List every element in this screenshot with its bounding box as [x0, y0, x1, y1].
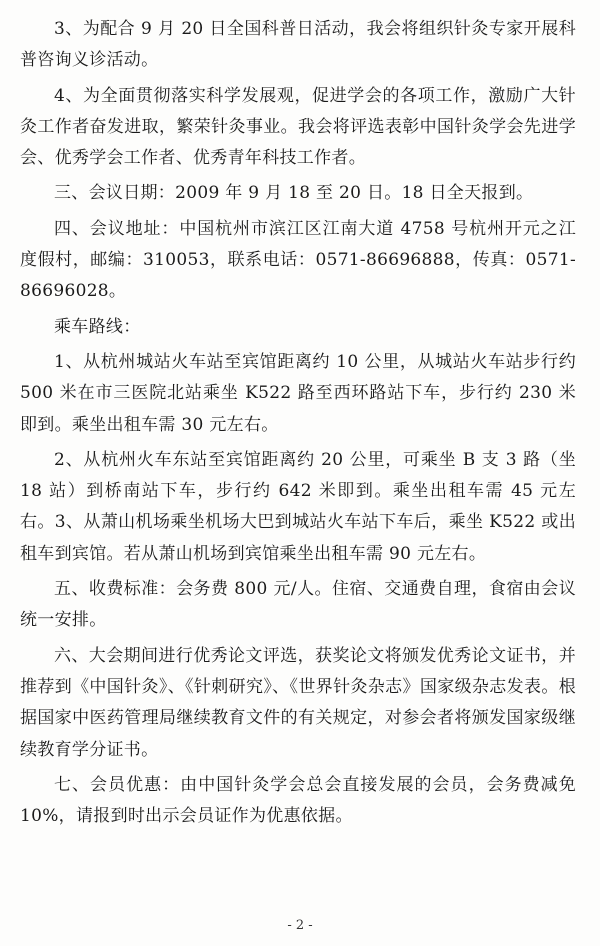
paragraph-item-3-science-day: 3、为配合 9 月 20 日全国科普日活动，我会将组织针灸专家开展科普咨询义诊活动。: [20, 19, 576, 71]
paragraph-meeting-address: 四、会议地址：中国杭州市滨江区江南大道 4758 号杭州开元之江度假村，邮编：310053，联系电话：0571-86696888，传真：0571-86696028。: [20, 218, 576, 302]
paragraph-paper-awards: 六、大会期间进行优秀论文评选，获奖论文将颁发优秀论文证书，并推荐到《中国针灸》、《针刺研究》、《世界针灸杂志》国家级杂志发表。根据国家中医药管理局继续教育文件的有关规定，对参会者将颁发国家级继续教育学分证书。: [20, 645, 576, 760]
paragraph-item-4-awards: 4、为全面贯彻落实科学发展观，促进学会的各项工作，激励广大针灸工作者奋发进取，繁荣针灸事业。我会将评选表彰中国针灸学会先进学会、优秀学会工作者、优秀青年科技工作者。: [20, 85, 576, 169]
paragraph-member-discount: 七、会员优惠：由中国针灸学会总会直接发展的会员，会务费减免 10%，请报到时出示会员证作为优惠依据。: [20, 774, 576, 827]
paragraph-route-2-3: 2、从杭州火车东站至宾馆距离约 20 公里，可乘坐 B 支 3 路（坐 18 站）到桥南站下车，步行约 642 米即到。乘坐出租车需 45 元左右。3、从萧山机场乘坐机场大巴到城站火车站下车后，乘坐 K522 或出租车到宾馆。若从萧山机场到宾馆乘坐出租车需 90 元左右。: [20, 449, 576, 564]
paragraph-transport-heading: 乘车路线：: [54, 316, 141, 337]
paragraph-fee-standard: 五、收费标准：会务费 800 元/人。住宿、交通费自理，食宿由会议统一安排。: [20, 579, 576, 631]
document-body: [20, 14, 576, 836]
page-number: - 2 -: [287, 918, 313, 933]
paragraph-meeting-date: 三、会议日期：2009 年 9 月 18 至 20 日。18 日全天报到。: [54, 183, 534, 204]
paragraph-route-1: 1、从杭州城站火车站至宾馆距离约 10 公里，从城站火车站步行约 500 米在市三医院北站乘坐 K522 路至西环路站下车，步行约 230 米即到。乘坐出租车需 30 元左右。: [20, 351, 576, 435]
